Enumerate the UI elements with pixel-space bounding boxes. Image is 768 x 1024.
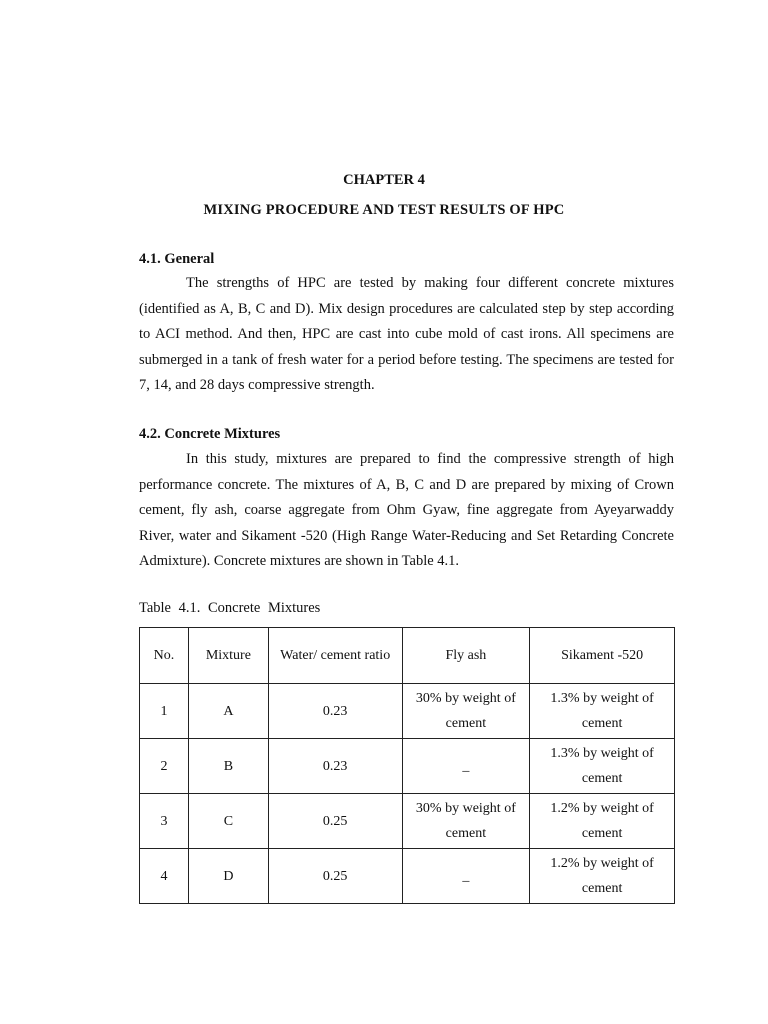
paragraph-text: The strengths of HPC are tested by making four different concrete mixtures (identified as A, B, C and D). Mix design procedures are calculated step by step according to ACI method. And then, HPC are cast into cube mold of cast irons. All specimens are submerged in a tank of fresh water for a period before testing. The specimens are tested for 7, 14, and 28 days compressive strength. — [139, 275, 674, 393]
header-sikament: Sikament -520 — [530, 628, 675, 684]
table-row — [140, 739, 675, 794]
cell-mixture: C — [188, 794, 268, 849]
cell-mixture: A — [188, 684, 268, 739]
cell-water-cement-ratio: 0.25 — [268, 794, 402, 849]
cell-fly-ash: _ — [402, 739, 530, 794]
cell-sikament: 1.2% by weight of cement — [530, 794, 675, 849]
table-row — [140, 849, 675, 904]
table-row — [140, 794, 675, 849]
section-paragraph-general — [139, 271, 674, 399]
cell-mixture: B — [188, 739, 268, 794]
cell-fly-ash: 30% by weight of cement — [402, 794, 530, 849]
cell-fly-ash: 30% by weight of cement — [402, 684, 530, 739]
chapter-label: CHAPTER 4 — [343, 172, 425, 188]
header-mixture: Mixture — [188, 628, 268, 684]
paragraph-text: In this study, mixtures are prepared to find the compressive strength of high performance concrete. The mixtures of A, B, C and D are prepared by mixing of Crown cement, fly ash, coarse aggregate from Ohm Gyaw, fine aggregate from Ayeyarwaddy River, water and Sikament -520 (High Range Water-Reducing and Set Retarding Concrete Admixture). Concrete mixtures are shown in Table 4.1. — [139, 451, 674, 569]
cell-no: 4 — [140, 849, 189, 904]
section-heading-general: 4.1. General — [139, 251, 215, 267]
header-fly-ash: Fly ash — [402, 628, 530, 684]
cell-fly-ash: _ — [402, 849, 530, 904]
cell-no: 2 — [140, 739, 189, 794]
table-row — [140, 684, 675, 739]
cell-water-cement-ratio: 0.23 — [268, 684, 402, 739]
cell-water-cement-ratio: 0.23 — [268, 739, 402, 794]
section-paragraph-concrete-mixtures — [139, 447, 674, 575]
header-no: No. — [140, 628, 189, 684]
cell-no: 3 — [140, 794, 189, 849]
cell-sikament: 1.3% by weight of cement — [530, 739, 675, 794]
chapter-title: MIXING PROCEDURE AND TEST RESULTS OF HPC — [203, 202, 565, 218]
section-heading-concrete-mixtures: 4.2. Concrete Mixtures — [139, 426, 281, 442]
cell-no: 1 — [140, 684, 189, 739]
table-caption: Table 4.1. Concrete Mixtures — [139, 600, 321, 616]
cell-sikament: 1.3% by weight of cement — [530, 684, 675, 739]
concrete-mixtures-table — [139, 627, 675, 904]
cell-sikament: 1.2% by weight of cement — [530, 849, 675, 904]
cell-mixture: D — [188, 849, 268, 904]
header-water-cement-ratio: Water/ cement ratio — [268, 628, 402, 684]
table-header-row — [140, 628, 675, 684]
cell-water-cement-ratio: 0.25 — [268, 849, 402, 904]
